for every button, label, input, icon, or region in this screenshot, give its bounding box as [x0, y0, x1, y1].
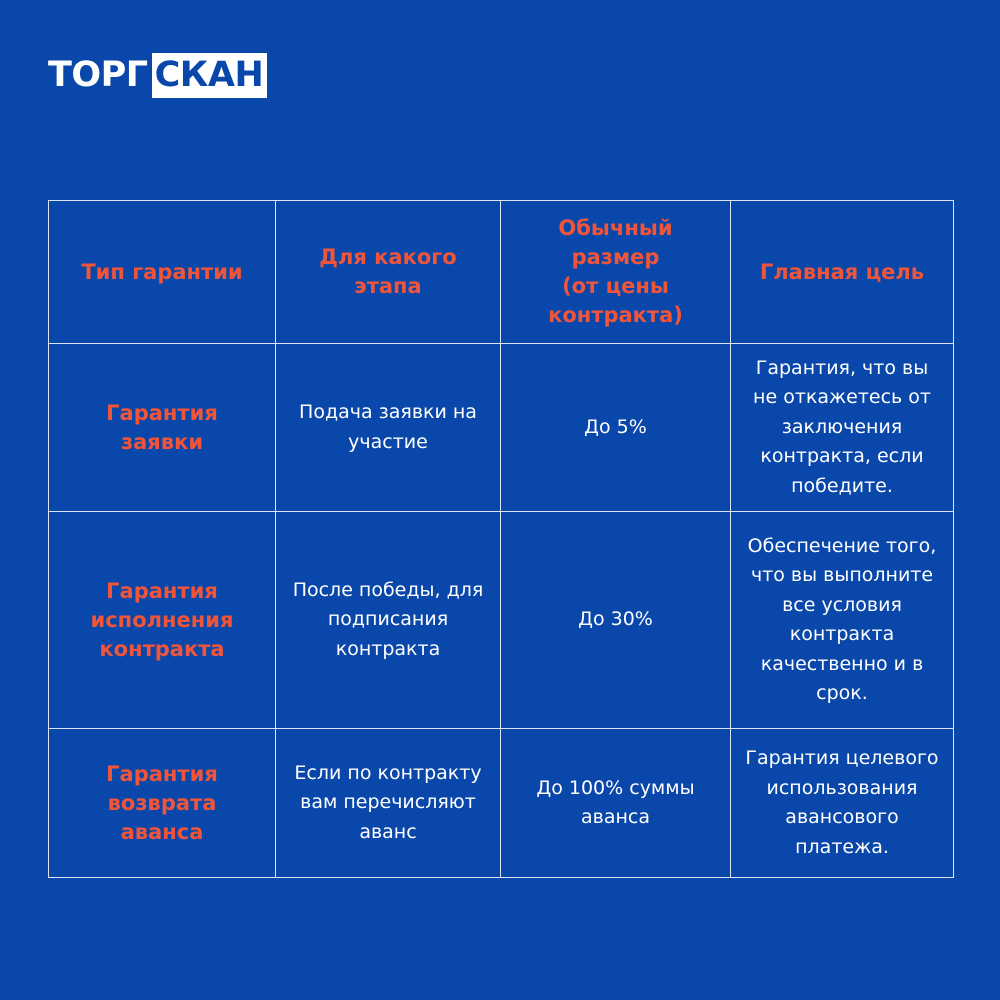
- header-main-goal: Главная цель: [731, 201, 954, 344]
- row-guarantee-type: Гарантия возврата аванса: [49, 729, 276, 878]
- row-main-goal: Гарантия, что вы не откажетесь от заключения контракта, если победите.: [731, 344, 954, 512]
- row-typical-size: До 30%: [501, 512, 731, 729]
- row-stage: После победы, для подписания контракта: [276, 512, 501, 729]
- logo-text-torg: ТОРГ: [48, 55, 148, 95]
- table-row: [49, 729, 954, 878]
- row-guarantee-type: Гарантия исполнения контракта: [49, 512, 276, 729]
- logo-text-skan: СКАН: [152, 53, 268, 98]
- row-stage: Если по контракту вам перечисляют аванс: [276, 729, 501, 878]
- brand-logo: [48, 53, 267, 98]
- row-typical-size: До 5%: [501, 344, 731, 512]
- row-main-goal: Обеспечение того, что вы выполните все условия контракта качественно и в срок.: [731, 512, 954, 729]
- row-main-goal: Гарантия целевого использования авансового платежа.: [731, 729, 954, 878]
- row-stage: Подача заявки на участие: [276, 344, 501, 512]
- row-guarantee-type: Гарантия заявки: [49, 344, 276, 512]
- header-guarantee-type: Тип гарантии: [49, 201, 276, 344]
- header-typical-size: Обычный размер (от цены контракта): [501, 201, 731, 344]
- header-stage: Для какого этапа: [276, 201, 501, 344]
- guarantee-table: [48, 200, 954, 878]
- row-typical-size: До 100% суммы аванса: [501, 729, 731, 878]
- table-header-row: [49, 201, 954, 344]
- table-row: [49, 344, 954, 512]
- table-row: [49, 512, 954, 729]
